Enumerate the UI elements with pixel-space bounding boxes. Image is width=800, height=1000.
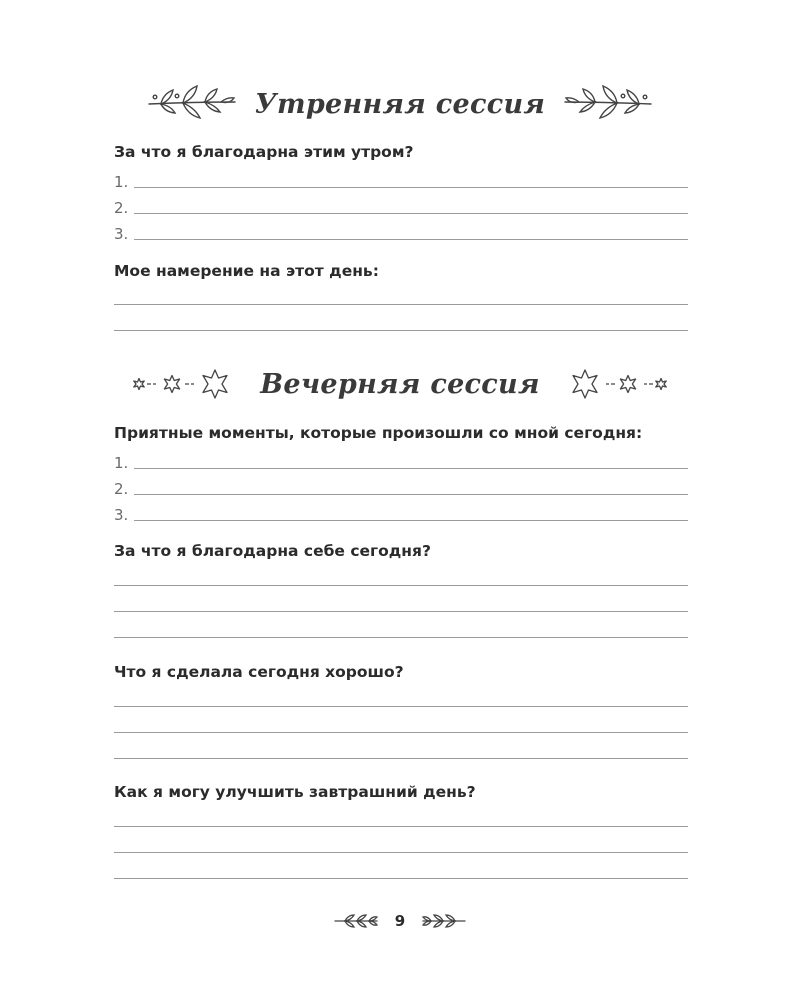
improve-line-2[interactable] (114, 852, 688, 853)
improve-line-3[interactable] (114, 878, 688, 879)
writing-rule (134, 239, 688, 240)
writing-rule (134, 213, 688, 214)
line-number: 1. (114, 173, 129, 191)
evening-done-well-question: Что я сделала сегодня хорошо? (114, 663, 404, 681)
line-number: 2. (114, 199, 129, 217)
evening-moments-question: Приятные моменты, которые произошли со мной сегодня: (114, 424, 643, 442)
evening-moments-line-1[interactable] (114, 451, 688, 471)
line-number: 3. (114, 506, 129, 524)
improve-line-1[interactable] (114, 826, 688, 827)
page-footer (0, 908, 800, 934)
star-chain-icon (130, 366, 242, 402)
evening-session-header (0, 359, 800, 409)
morning-gratitude-question: За что я благодарна этим утром? (114, 143, 414, 161)
small-leaf-branch-icon (421, 913, 467, 929)
morning-session-title: Утренняя сессия (254, 88, 546, 120)
evening-moments-line-3[interactable] (114, 503, 688, 523)
writing-rule (134, 520, 688, 521)
evening-self-gratitude-question: За что я благодарна себе сегодня? (114, 542, 431, 560)
self-gratitude-line-2[interactable] (114, 611, 688, 612)
done-well-line-2[interactable] (114, 732, 688, 733)
morning-intention-question: Мое намерение на этот день: (114, 262, 379, 280)
evening-session-title: Вечерняя сессия (260, 368, 540, 400)
morning-intention-line-1[interactable] (114, 304, 688, 305)
done-well-line-1[interactable] (114, 706, 688, 707)
laurel-branch-icon (147, 80, 237, 128)
self-gratitude-line-1[interactable] (114, 585, 688, 586)
writing-rule (134, 187, 688, 188)
morning-gratitude-line-2[interactable] (114, 196, 688, 216)
small-leaf-branch-icon (333, 913, 379, 929)
evening-moments-line-2[interactable] (114, 477, 688, 497)
writing-rule (134, 468, 688, 469)
morning-gratitude-line-1[interactable] (114, 170, 688, 190)
morning-session-header (0, 79, 800, 129)
page-number: 9 (394, 912, 406, 930)
self-gratitude-line-3[interactable] (114, 637, 688, 638)
evening-improve-question: Как я могу улучшить завтрашний день? (114, 783, 476, 801)
line-number: 3. (114, 225, 129, 243)
morning-gratitude-line-3[interactable] (114, 222, 688, 242)
done-well-line-3[interactable] (114, 758, 688, 759)
star-chain-icon (558, 366, 670, 402)
laurel-branch-icon (563, 80, 653, 128)
line-number: 1. (114, 454, 129, 472)
writing-rule (134, 494, 688, 495)
line-number: 2. (114, 480, 129, 498)
morning-intention-line-2[interactable] (114, 330, 688, 331)
